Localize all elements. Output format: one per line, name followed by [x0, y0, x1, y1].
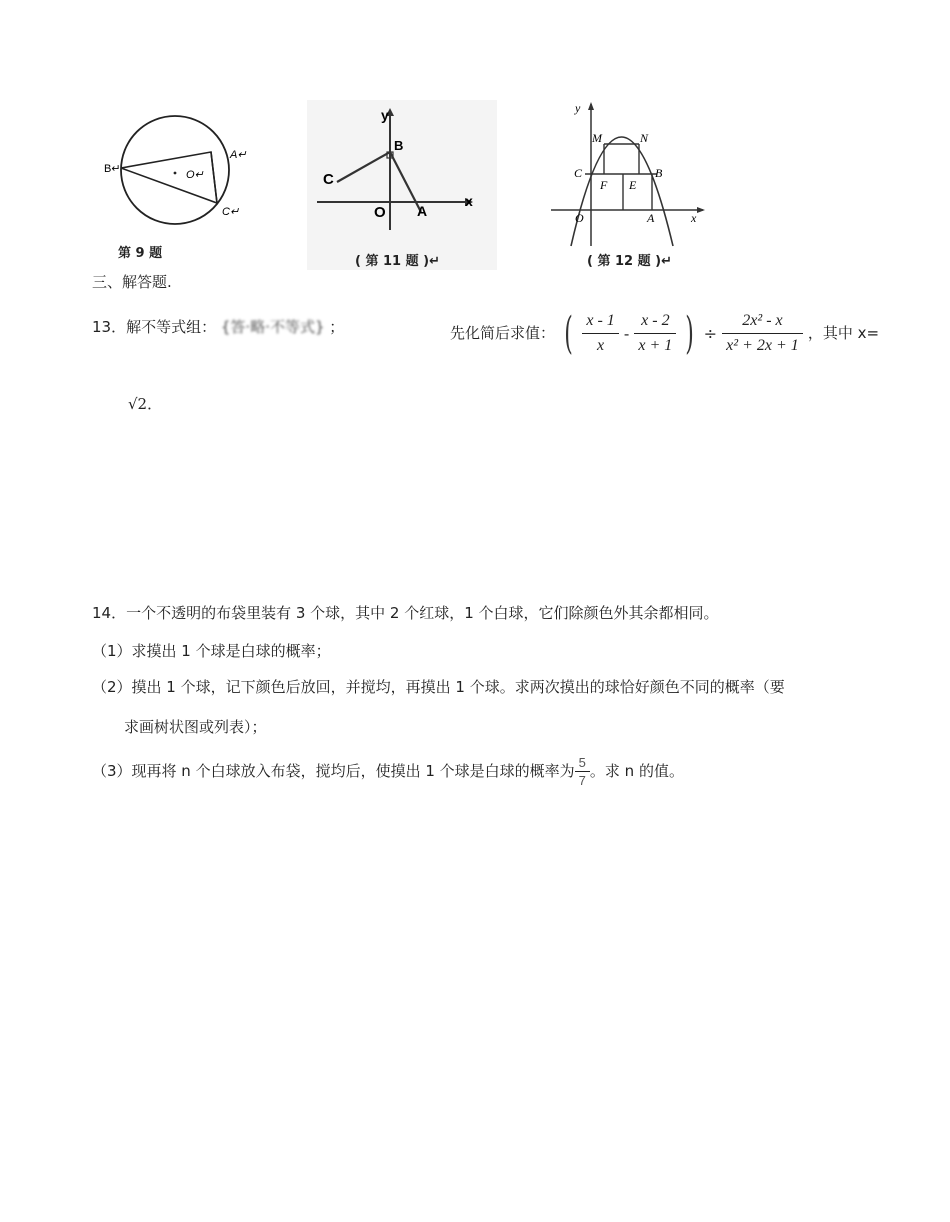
figure-12-diagram: [545, 98, 715, 248]
figure-12: [545, 98, 715, 270]
fraction-1: [582, 312, 618, 355]
fig12-label-b: B: [655, 166, 663, 180]
q14-part-2-line-1: （2）摸出 1 个球，记下颜色后放回，并搅均，再摸出 1 个球。求两次摸出的球恰好颜色不同的概率（要: [92, 678, 785, 696]
q13-part1-end: ；: [329, 318, 345, 336]
q13-line: [92, 320, 344, 335]
fraction-3-numerator: 2x² - x: [722, 312, 803, 334]
q14-part-3: [92, 756, 684, 787]
q14-part-3-tail: 。求 n 的值。: [589, 762, 684, 780]
fig11-label-o: O: [374, 204, 386, 221]
fig12-label-e: E: [629, 178, 637, 192]
fig12-label-y: y: [575, 101, 581, 115]
fraction-1-numerator: x - 1: [582, 312, 618, 334]
q13-part2-label: 先化简后求值：: [450, 324, 556, 342]
fig11-label-x: x: [465, 193, 473, 209]
fraction-3: [722, 312, 803, 355]
fraction-2-numerator: x - 2: [634, 312, 676, 334]
fraction-2-denominator: x + 1: [638, 337, 673, 354]
fig11-label-a: A: [417, 203, 428, 219]
figure-11-caption: ( 第 11 题 )↵: [355, 254, 440, 269]
fig9-label-a: A↵: [230, 149, 247, 161]
fig11-label-c: C: [323, 171, 334, 188]
fig12-label-f: F: [600, 178, 608, 192]
fig9-label-b: B↵: [104, 163, 121, 175]
q14-part-3-text: （3）现再将 n 个白球放入布袋，搅均后，使摸出 1 个球是白球的概率为: [92, 762, 575, 780]
q13-part1-label: 解不等式组：: [126, 318, 217, 336]
q14-probability-fraction: [575, 756, 590, 787]
q13-expression: [450, 308, 879, 359]
fig11-label-b: B: [394, 138, 404, 153]
fig12-label-n: N: [640, 131, 649, 145]
left-paren: (: [564, 308, 573, 359]
right-paren: ): [685, 308, 695, 359]
figure-12-caption: ( 第 12 题 )↵: [587, 254, 672, 269]
fraction-1-denominator: x: [597, 337, 605, 354]
figure-9-caption: 第 9 题: [118, 246, 163, 261]
q13-sqrt-value: √2．: [128, 395, 163, 413]
q13-inequality-system: {答·略·不等式}: [220, 318, 325, 336]
fraction-2: [634, 312, 676, 355]
fig12-label-x: x: [691, 211, 697, 225]
fraction-3-denominator: x² + 2x + 1: [726, 337, 799, 354]
q13-number: 13．: [92, 318, 127, 336]
divide-sign: ÷: [703, 324, 718, 343]
q13-tail: ，其中 x=: [807, 324, 880, 342]
fig12-label-o: O: [575, 211, 584, 225]
figure-11: [307, 100, 497, 270]
q14-part-2-line-2: 求画树状图或列表）；: [124, 718, 267, 736]
minus-sign: -: [623, 324, 630, 343]
figure-11-diagram: [307, 100, 497, 270]
figure-9: [100, 115, 250, 265]
fig11-label-y: y: [381, 107, 389, 123]
fig12-label-a: A: [647, 211, 655, 225]
fig12-label-c: C: [574, 166, 583, 180]
q14-fraction-numerator: 5: [575, 756, 590, 772]
fig12-label-m: M: [592, 131, 602, 145]
q14-part-1: （1）求摸出 1 个球是白球的概率；: [92, 642, 331, 660]
q14-stem: 14．一个不透明的布袋里装有 3 个球，其中 2 个红球，1 个白球，它们除颜色外其余都相同。: [92, 604, 719, 622]
q14-fraction-denominator: 7: [578, 773, 586, 788]
section-title: 三、解答题.: [92, 273, 172, 291]
fig9-label-o: O↵: [186, 169, 204, 181]
fig9-label-c: C↵: [222, 206, 240, 218]
